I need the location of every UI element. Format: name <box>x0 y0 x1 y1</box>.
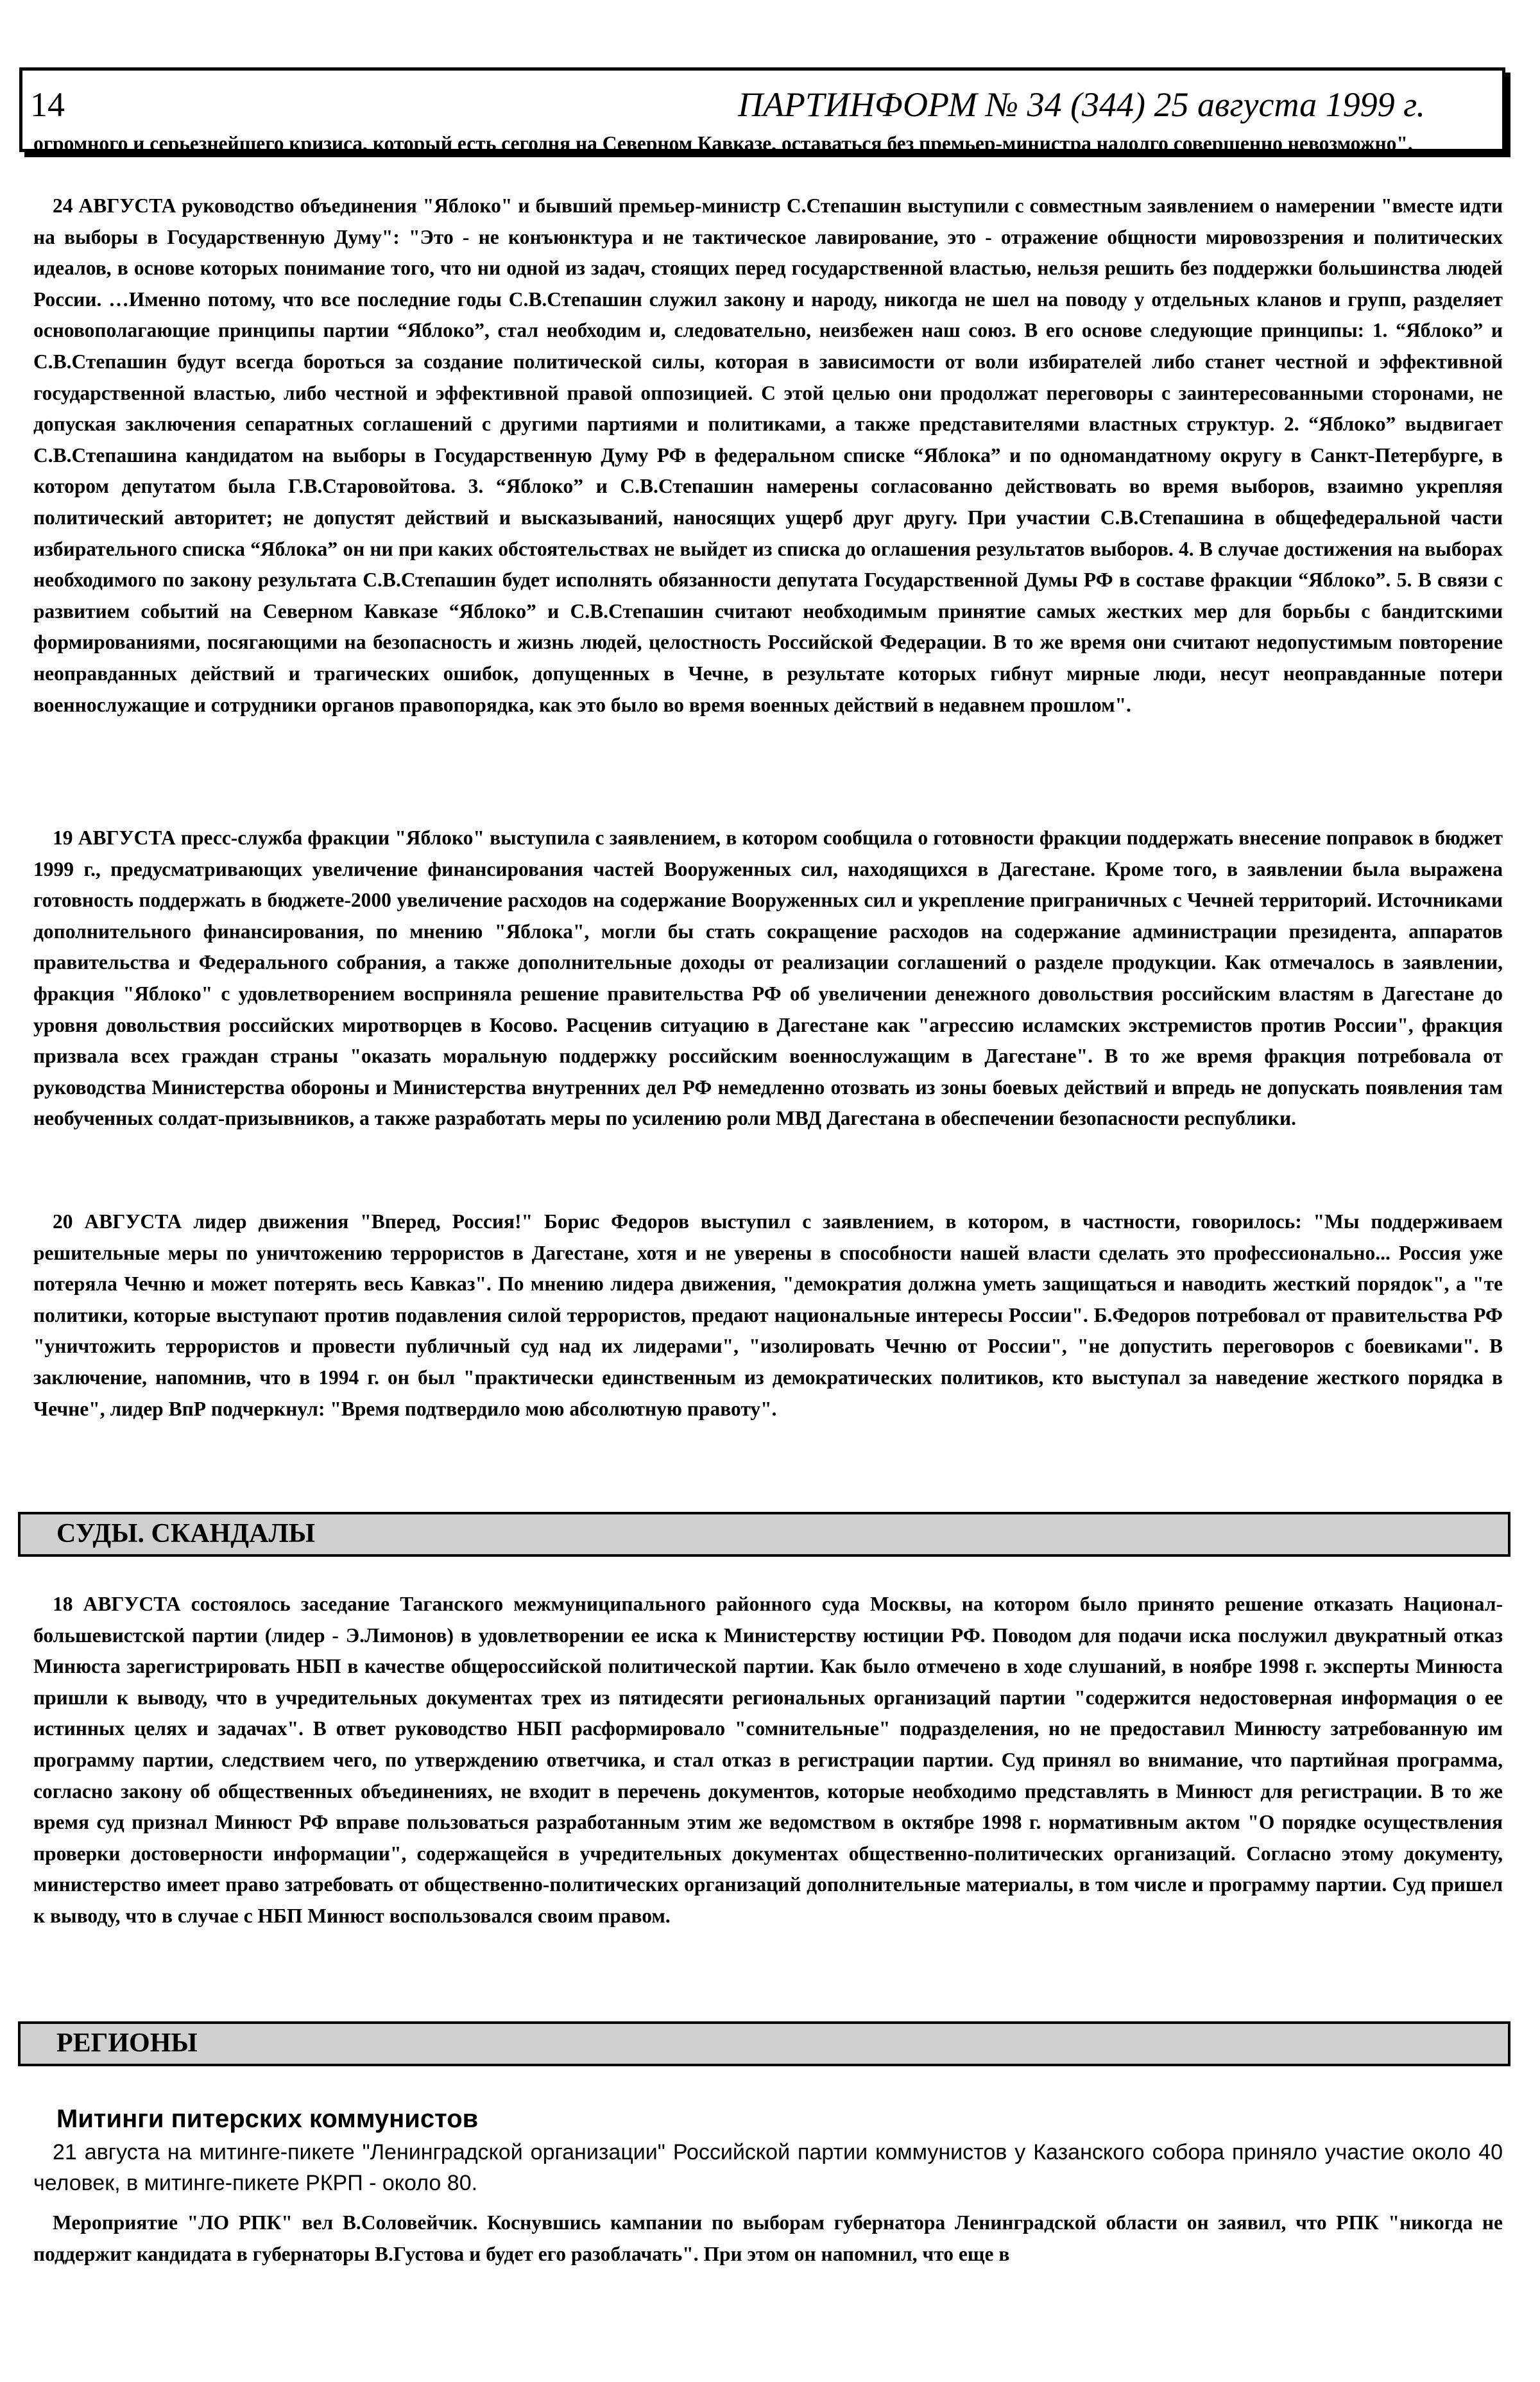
paragraph-aug19: 19 АВГУСТА пресс-служба фракции "Яблоко" выступила с заявлением, в котором сообщила о готовности фракции поддержать внесение поправок в бюджет 1999 г., предусматривающих увеличение финансирования частей Вооруженных сил, находящихся в Дагестане. Кроме того, в заявлении была выражена готовность поддержать в бюджете-2000 увеличение расходов на содержание Вооруженных сил и укрепление приграничных с Чечней территорий. Источниками дополнительного финансирования, по мнению "Яблока", могли бы стать сокращение расходов на содержание администрации президента, аппаратов правительства и Федерального собрания, а также дополнительные доходы от реализации соглашений о разделе продукции. Как отмечалось в заявлении, фракция "Яблоко" с удовлетворением восприняла решение правительства РФ об увеличении денежного довольствия российским властям в Дагестане до уровня довольствия российских миротворцев в Косово. Расценив ситуацию в Дагестане как "агрессию исламских экстремистов против России", фракция призвала всех граждан страны "оказать моральную поддержку российским военнослужащим в Дагестане". В то же время фракция потребовала от руководства Министерства обороны и Министерства внутренних дел РФ немедленно отозвать из зоны боевых действий и впредь не допускать появления там необученных солдат-призывников, а также разработать меры по усилению роли МВД Дагестана в обеспечении безопасности республики. <box>33 827 1503 1130</box>
paragraph-meeting: Мероприятие "ЛО РПК" вел В.Соловейчик. Коснувшись кампании по выборам губернатора Ленинградской области он заявил, что РПК "никогда не поддержит кандидата в губернаторы В.Густова и будет его разоблачать". При этом он напомнил, что еще в <box>33 2211 1503 2265</box>
paragraph-aug18: 18 АВГУСТА состоялось заседание Таганского межмуниципального районного суда Москвы, на котором было принято решение отказать Национал-большевистской партии (лидер - Э.Лимонов) в удовлетворении ее иска к Министерству юстиции РФ. Поводом для подачи иска послужил двукратный отказ Минюста зарегистрировать НБП в качестве общероссийской политической партии. Как было отмечено в ходе слушаний, в ноябре 1998 г. эксперты Минюста пришли к выводу, что в учредительных документах трех из пятидесяти региональных организаций партии "содержится недостоверная информация о ее истинных целях и задачах". В ответ руководство НБП расформировало "сомнительные" подразделения, но не предоставил Минюсту затребованную им программу партии, следствием чего, по утверждению ответчика, и стал отказ в регистрации партии. Суд принял во внимание, что партийная программа, согласно закону об общественных объединениях, не входит в перечень документов, которые необходимо представлять в Минюст для регистрации. В то же время суд признал Минюст РФ вправе пользоваться разработанным этим же ведомством в октябре 1998 г. нормативным актом "О порядке осуществления проверки достоверности информации", содержащейся в учредительных документах общественно-политических организаций. Согласно этому документу, министерство имеет право затребовать от общественно-политических организаций дополнительные материалы, в том числе и программу партии. Суд пришел к выводу, что в случае с НБП Минюст воспользовался своим правом. <box>33 1593 1503 1927</box>
paragraph-aug20: 20 АВГУСТА лидер движения "Вперед, Россия!" Борис Федоров выступил с заявлением, в котором, в частности, говорилось: "Мы поддерживаем решительные меры по уничтожению террористов в Дагестане, хотя и не уверены в способности нашей власти сделать это профессионально... Россия уже потеряла Чечню и может потерять весь Кавказ". По мнению лидера движения, "демократия должна уметь защищаться и наводить жесткий порядок", а "те политики, которые выступают против подавления силой террористов, предают национальные интересы России". Б.Федоров потребовал от правительства РФ "уничтожить террористов и провести публичный суд над их лидерами", "изолировать Чечню от России", "не допустить переговоров с боевиками". В заключение, напомнив, что в 1994 г. он был "практически единственным из демократических политиков, кто выступал за наведение жесткого порядка в Чечне", лидер ВпР подчеркнул: "Время подтвердило мою абсолютную правоту". <box>33 1210 1503 1420</box>
paragraph-aug21: 21 августа на митинге-пикете "Ленинградской организации" Российской партии коммунистов у Казанского собора приняло участие около 40 человек, в митинге-пикете РКРП - около 80. <box>33 2140 1503 2195</box>
section-title: СУДЫ. СКАНДАЛЫ <box>56 1519 316 1548</box>
section-header-courts <box>18 1512 1510 1557</box>
article-headline: Митинги питерских коммунистов <box>56 2105 479 2133</box>
publication-title: ПАРТИНФОРМ № 34 (344) 25 августа 1999 г. <box>737 85 1425 124</box>
paragraph-aug24: 24 АВГУСТА руководство объединения "Яблоко" и бывший премьер-министр С.Степашин выступили с совместным заявлением о намерении "вместе идти на выборы в Государственную Думу": "Это - не конъюнктура и не тактическое лавирование, это - отражение общности мировоззрения и политических идеалов, в основе которых понимание того, что ни одной из задач, стоящих перед государственной властью, нельзя решить без поддержки большинства людей России. …Именно потому, что все последние годы С.В.Степашин служил закону и народу, никогда не шел на поводу у отдельных кланов и групп, разделяет основополагающие принципы партии “Яблоко”, стал необходим и, следовательно, неизбежен наш союз. В его основе следующие принципы: 1. “Яблоко” и С.В.Степашин будут всегда бороться за создание политической силы, которая в зависимости от воли избирателей либо станет честной и эффективной государственной властью, либо честной и эффективной правой оппозицией. С этой целью они продолжат переговоры с заинтересованными сторонами, не допуская заключения сепаратных соглашений с другими партиями и политиками, а также представителями властных структур. 2. “Яблоко” выдвигает С.В.Степашина кандидатом на выборы в Государственную Думу РФ в федеральном списке “Яблока” и по одномандатному округу в Санкт-Петербурге, в котором депутатом была Г.В.Старовойтова. 3. “Яблоко” и С.В.Степашин намерены согласованно действовать во время выборов, взаимно укрепляя политический авторитет; не допустят действий и высказываний, наносящих ущерб друг другу. При участии С.В.Степашина в общефедеральной части избирательного списка “Яблока” он ни при каких обстоятельствах не выйдет из списка до оглашения результатов выборов. 4. В случае достижения на выборах необходимого по закону результата С.В.Степашин будет исполнять обязанности депутата Государственной Думы РФ в составе фракции “Яблоко”. 5. В связи с развитием событий на Северном Кавказе “Яблоко” и С.В.Степашин считают необходимым принятие самых жестких мер для борьбы с бандитскими формированиями, посягающими на безопасность и жизнь людей, целостность Российской Федерации. В то же время они считают недопустимым повторение неоправданных действий и трагических ошибок, допущенных в Чечне, в результате которых гибнут мирные люди, несут неоправданные потери военнослужащие и сотрудники органов правопорядка, как это было во время военных действий в недавнем прошлом". <box>33 194 1503 716</box>
page-number: 14 <box>30 85 65 124</box>
paragraph-continuation: огромного и серьезнейшего кризиса, который есть сегодня на Северном Кавказе, оставаться без премьер-министра надолго совершенно невозможно". <box>33 132 1413 155</box>
section-title: РЕГИОНЫ <box>56 2028 198 2058</box>
section-header-regions <box>18 2021 1510 2066</box>
